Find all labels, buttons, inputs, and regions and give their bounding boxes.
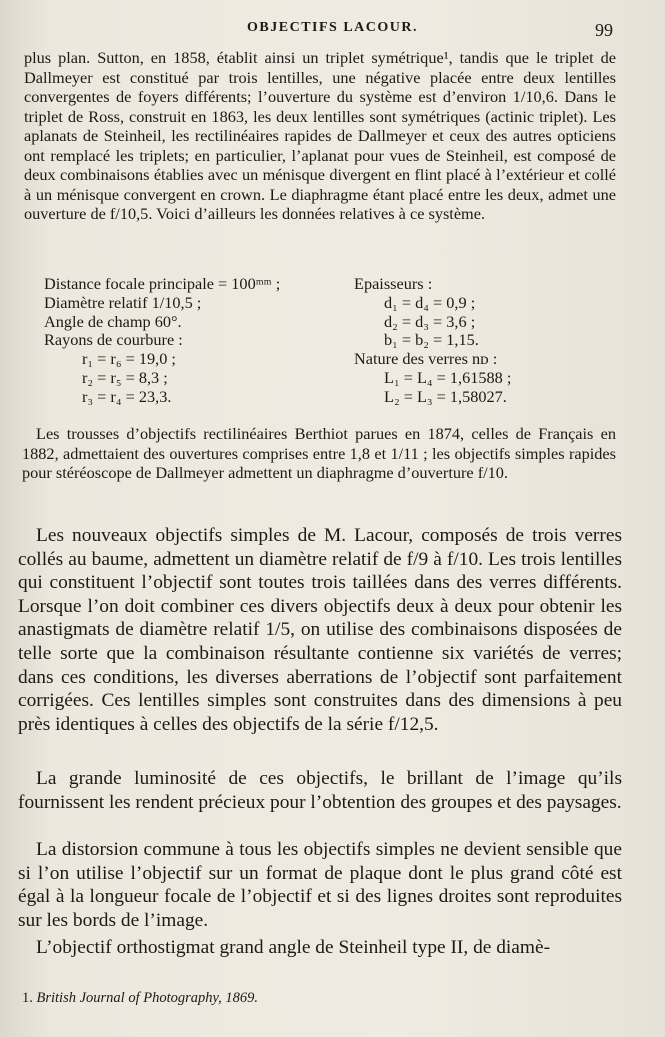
footnote-marker: 1. bbox=[22, 990, 33, 1006]
paragraph-text: La grande luminosité de ces objectifs, le brillant de l’image qu’ils fournissent les rendent précieux pour l’obtention des groupes et des paysages. bbox=[18, 768, 622, 813]
spec-radius-r2-r5: r₂ = r₅ = 8,3 ; bbox=[82, 367, 168, 387]
spec-thickness-d2-d3: d₂ = d₃ = 3,6 ; bbox=[384, 311, 476, 331]
spec-focal-length: Distance focale principale = 100ᵐᵐ ; bbox=[44, 274, 281, 293]
body-paragraph bbox=[18, 936, 622, 960]
after-table-paragraph bbox=[22, 424, 616, 483]
intro-text: plus plan. Sutton, en 1858, établit ainsi un triplet symétrique¹, tandis que le triplet de Dallmeyer est constitué par trois lentilles, une négative placée entre deux lentilles convergentes de foyers différents; l’ouverture du système est d’environ 1/10,6. Dans le triplet de Ross, construit en 1863, les deux lentilles sont symétriques (actinic triplet). Les aplanats de Steinheil, les rectilinéaires rapides de Dallmeyer et ceux des autres opticiens ont remplacé les triplets; en particulier, l’aplanat pour vues de Steinheil, est composé de deux combinaisons établies avec un ménisque divergent en flint placé à l’extérieur et collé à un ménisque convergent en crown. Le diaphragme étant placé entre les deux, admet une ouverture de f/10,5. Voici d’ailleurs les données relatives à ce système. bbox=[24, 48, 616, 223]
body-paragraph bbox=[18, 524, 622, 736]
paragraph-text: L’objectif orthostigmat grand angle de Steinheil type II, de diamè- bbox=[36, 937, 551, 958]
spec-thickness-b1-b2: b₁ = b₂ = 1,15. bbox=[384, 330, 479, 350]
footnote bbox=[22, 990, 602, 1007]
spec-glass-heading: Nature des verres nᴅ : bbox=[354, 349, 498, 369]
body-paragraph bbox=[18, 838, 622, 932]
footnote-text: British Journal of Photography, 1869. bbox=[36, 990, 259, 1006]
spec-radius-r1-r6: r₁ = r₆ = 19,0 ; bbox=[82, 349, 176, 369]
body-paragraph bbox=[18, 767, 622, 814]
running-head bbox=[0, 20, 665, 42]
spec-thickness-heading: Epaisseurs : bbox=[354, 274, 433, 293]
specs-left-column bbox=[44, 275, 334, 407]
paragraph-text: La distorsion commune à tous les objectifs simples ne devient sensible que si l’on utilise l’objectif sur un format de plaque dont le plus grand côté est égal à la longueur focale de l’objectif et si des lignes droites sont reproduites sur les bords de l’image. bbox=[18, 839, 622, 931]
spec-field-angle: Angle de champ 60°. bbox=[44, 311, 182, 331]
specs-right-column bbox=[354, 275, 614, 407]
spec-radii-heading: Rayons de courbure : bbox=[44, 330, 183, 350]
paragraph-text: Les nouveaux objectifs simples de M. Lacour, composés de trois verres collés au baume, admettent un diamètre relatif de f/9 à f/10. Les trois lentilles qui constituent l’objectif sont toutes trois taillées dans des verres différents. Lorsque l’on doit combiner ces divers objectifs deux à deux pour obtenir les anastigmats de diamètre relatif 1/5, on utilise des combinaisons disposées de telle sorte que la combinaison résultante contienne six variétés de verres; dans ces conditions, les diverses aberrations de l’objectif sont parfaitement corrigées. Ces lentilles simples sont construites dans des dimensions à peu près identiques à celles des objectifs de la série f/12,5. bbox=[18, 525, 622, 735]
after-table-text: Les trousses d’objectifs rectilinéaires Berthiot parues en 1874, celles de Français en 1882, admettaient des ouvertures comprises entre 1,8 et 1/11 ; les objectifs simples rapides pour stéréoscope de Dallmeyer admettent un diaphragme d’ouverture f/10. bbox=[22, 424, 616, 482]
page-number: 99 bbox=[595, 20, 613, 40]
spec-relative-diameter: Diamètre relatif 1/10,5 ; bbox=[44, 292, 202, 312]
intro-paragraph bbox=[24, 48, 616, 224]
running-title: OBJECTIFS LACOUR. bbox=[247, 20, 418, 35]
spec-radius-r3-r4: r₃ = r₄ = 23,3. bbox=[82, 386, 172, 406]
spec-thickness-d1-d4: d₁ = d₄ = 0,9 ; bbox=[384, 292, 476, 312]
spec-glass-l1-l4: L₁ = L₄ = 1,61588 ; bbox=[384, 367, 512, 387]
spec-glass-l2-l3: L₂ = L₃ = 1,58027. bbox=[384, 386, 507, 406]
